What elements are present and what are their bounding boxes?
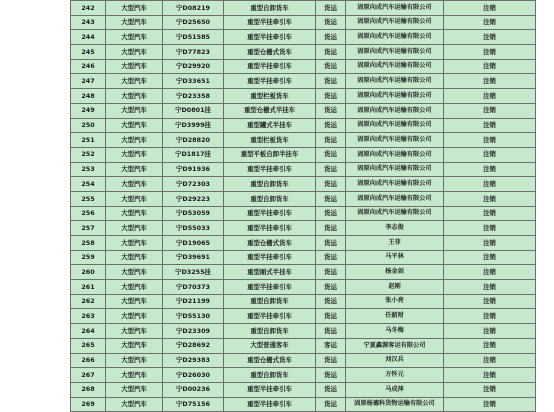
table-row <box>71 45 536 60</box>
plate-number-cell: 宁D70373 <box>163 280 224 295</box>
row-number-cell: 266 <box>71 353 106 368</box>
row-number-cell: 263 <box>71 309 106 324</box>
vehicle-class-cell: 大型汽车 <box>106 147 163 162</box>
vehicle-class-cell: 大型汽车 <box>106 294 163 309</box>
vehicle-type-cell: 大型普通客车 <box>224 338 316 353</box>
status-cell: 注销 <box>444 353 536 368</box>
vehicle-type-cell: 重型半挂牵引车 <box>224 74 316 89</box>
owner-cell: 任韶财 <box>346 309 444 324</box>
usage-cell: 货运 <box>316 324 346 339</box>
plate-number-cell: 宁D3255挂 <box>163 265 224 280</box>
row-number-cell: 268 <box>71 382 106 397</box>
plate-number-cell: 宁D26030 <box>163 368 224 383</box>
status-cell: 注销 <box>444 133 536 148</box>
vehicle-class-cell: 大型汽车 <box>106 221 163 236</box>
table-row <box>71 353 536 368</box>
status-cell: 注销 <box>444 45 536 60</box>
vehicle-class-cell: 大型汽车 <box>106 162 163 177</box>
plate-number-cell: 宁D19065 <box>163 236 224 251</box>
owner-cell: 固原向成汽车运输有限公司 <box>346 118 444 133</box>
usage-cell: 货运 <box>316 265 346 280</box>
row-number-cell: 254 <box>71 177 106 192</box>
usage-cell: 货运 <box>316 250 346 265</box>
table-row <box>71 294 536 309</box>
status-cell: 注销 <box>444 309 536 324</box>
usage-cell: 货运 <box>316 133 346 148</box>
usage-cell: 货运 <box>316 191 346 206</box>
status-cell: 注销 <box>444 1 536 16</box>
plate-number-cell: 宁D55033 <box>163 221 224 236</box>
usage-cell: 货运 <box>316 147 346 162</box>
table-row <box>71 30 536 45</box>
vehicle-type-cell: 重型半挂牵引车 <box>224 280 316 295</box>
table-row <box>71 59 536 74</box>
vehicle-type-cell: 重型半挂牵引车 <box>224 250 316 265</box>
status-cell: 注销 <box>444 368 536 383</box>
usage-cell: 货运 <box>316 162 346 177</box>
status-cell: 注销 <box>444 30 536 45</box>
plate-number-cell: 宁D1817挂 <box>163 147 224 162</box>
vehicle-type-cell: 重型半挂牵引车 <box>224 30 316 45</box>
table-row <box>71 177 536 192</box>
row-number-cell: 246 <box>71 59 106 74</box>
owner-cell: 固原向成汽车运输有限公司 <box>346 177 444 192</box>
table-row <box>71 206 536 221</box>
row-number-cell: 247 <box>71 74 106 89</box>
plate-number-cell: 宁D51585 <box>163 30 224 45</box>
vehicle-class-cell: 大型汽车 <box>106 133 163 148</box>
vehicle-class-cell: 大型汽车 <box>106 15 163 30</box>
owner-cell: 赵刚 <box>346 280 444 295</box>
status-cell: 注销 <box>444 382 536 397</box>
vehicle-class-cell: 大型汽车 <box>106 30 163 45</box>
table-row <box>71 309 536 324</box>
vehicle-class-cell: 大型汽车 <box>106 191 163 206</box>
vehicle-class-cell: 大型汽车 <box>106 206 163 221</box>
owner-cell: 固原杨德科货物运输有限公司 <box>346 397 444 412</box>
row-number-cell: 256 <box>71 206 106 221</box>
vehicle-class-cell: 大型汽车 <box>106 74 163 89</box>
usage-cell: 货运 <box>316 1 346 16</box>
owner-cell: 固原向成汽车运输有限公司 <box>346 30 444 45</box>
table-row <box>71 162 536 177</box>
status-cell: 注销 <box>444 59 536 74</box>
plate-number-cell: 宁D3999挂 <box>163 118 224 133</box>
table-row <box>71 133 536 148</box>
vehicle-type-cell: 重型半挂牵引车 <box>224 59 316 74</box>
row-number-cell: 255 <box>71 191 106 206</box>
vehicle-class-cell: 大型汽车 <box>106 45 163 60</box>
vehicle-type-cell: 重型自卸货车 <box>224 294 316 309</box>
table-row <box>71 324 536 339</box>
plate-number-cell: 宁D75156 <box>163 397 224 412</box>
vehicle-type-cell: 重型栏板货车 <box>224 89 316 104</box>
plate-number-cell: 宁D72303 <box>163 177 224 192</box>
status-cell: 注销 <box>444 147 536 162</box>
vehicle-class-cell: 大型汽车 <box>106 265 163 280</box>
vehicle-type-cell: 重型仓栅式货车 <box>224 236 316 251</box>
row-number-cell: 245 <box>71 45 106 60</box>
vehicle-class-cell: 大型汽车 <box>106 250 163 265</box>
table-row <box>71 221 536 236</box>
status-cell: 注销 <box>444 250 536 265</box>
status-cell: 注销 <box>444 324 536 339</box>
vehicle-type-cell: 重型半挂牵引车 <box>224 382 316 397</box>
usage-cell: 货运 <box>316 236 346 251</box>
usage-cell: 货运 <box>316 368 346 383</box>
vehicle-type-cell: 重型自卸货车 <box>224 177 316 192</box>
usage-cell: 货运 <box>316 103 346 118</box>
owner-cell: 固原向成汽车运输有限公司 <box>346 59 444 74</box>
usage-cell: 货运 <box>316 221 346 236</box>
table-body <box>71 1 536 412</box>
vehicle-class-cell: 大型汽车 <box>106 103 163 118</box>
owner-cell: 固原向成汽车运输有限公司 <box>346 133 444 148</box>
row-number-cell: 262 <box>71 294 106 309</box>
row-number-cell: 257 <box>71 221 106 236</box>
row-number-cell: 251 <box>71 133 106 148</box>
vehicle-type-cell: 重型平板自卸半挂车 <box>224 147 316 162</box>
vehicle-type-cell: 重型仓栅式半挂车 <box>224 103 316 118</box>
plate-number-cell: 宁D77823 <box>163 45 224 60</box>
owner-cell: 固原向成汽车运输有限公司 <box>346 15 444 30</box>
owner-cell: 固原向成汽车运输有限公司 <box>346 147 444 162</box>
owner-cell: 固原向成汽车运输有限公司 <box>346 103 444 118</box>
owner-cell: 马平林 <box>346 250 444 265</box>
vehicle-class-cell: 大型汽车 <box>106 118 163 133</box>
vehicle-type-cell: 重型自卸货车 <box>224 191 316 206</box>
plate-number-cell: 宁D29223 <box>163 191 224 206</box>
usage-cell: 货运 <box>316 45 346 60</box>
status-cell: 注销 <box>444 74 536 89</box>
status-cell: 注销 <box>444 397 536 412</box>
status-cell: 注销 <box>444 221 536 236</box>
usage-cell: 货运 <box>316 177 346 192</box>
status-cell: 注销 <box>444 177 536 192</box>
table-row <box>71 397 536 412</box>
row-number-cell: 248 <box>71 89 106 104</box>
vehicle-type-cell: 重型自卸货车 <box>224 368 316 383</box>
plate-number-cell: 宁D23358 <box>163 89 224 104</box>
status-cell: 注销 <box>444 206 536 221</box>
table-row <box>71 1 536 16</box>
table-row <box>71 89 536 104</box>
status-cell: 注销 <box>444 338 536 353</box>
row-number-cell: 243 <box>71 15 106 30</box>
status-cell: 注销 <box>444 162 536 177</box>
usage-cell: 货运 <box>316 74 346 89</box>
table-row <box>71 15 536 30</box>
table-row <box>71 118 536 133</box>
owner-cell: 固原向成汽车运输有限公司 <box>346 1 444 16</box>
usage-cell: 货运 <box>316 382 346 397</box>
plate-number-cell: 宁D55130 <box>163 309 224 324</box>
vehicle-class-cell: 大型汽车 <box>106 309 163 324</box>
vehicle-class-cell: 大型汽车 <box>106 177 163 192</box>
vehicle-class-cell: 大型汽车 <box>106 382 163 397</box>
plate-number-cell: 宁D23309 <box>163 324 224 339</box>
vehicle-class-cell: 大型汽车 <box>106 368 163 383</box>
vehicle-cancellation-table <box>70 0 536 412</box>
vehicle-type-cell: 重型半挂牵引车 <box>224 309 316 324</box>
status-cell: 注销 <box>444 236 536 251</box>
row-number-cell: 252 <box>71 147 106 162</box>
plate-number-cell: 宁D29383 <box>163 353 224 368</box>
status-cell: 注销 <box>444 89 536 104</box>
owner-cell: 宁夏鑫源客运有限公司 <box>346 338 444 353</box>
vehicle-type-cell: 重型罐式半挂车 <box>224 118 316 133</box>
row-number-cell: 258 <box>71 236 106 251</box>
vehicle-type-cell: 重型栏板货车 <box>224 133 316 148</box>
row-number-cell: 269 <box>71 397 106 412</box>
status-cell: 注销 <box>444 191 536 206</box>
status-cell: 注销 <box>444 118 536 133</box>
vehicle-type-cell: 重型半挂牵引车 <box>224 15 316 30</box>
owner-cell: 马冬梅 <box>346 324 444 339</box>
plate-number-cell: 宁D28692 <box>163 338 224 353</box>
vehicle-class-cell: 大型汽车 <box>106 59 163 74</box>
owner-cell: 张小亮 <box>346 294 444 309</box>
vehicle-type-cell: 重型自卸货车 <box>224 1 316 16</box>
row-number-cell: 250 <box>71 118 106 133</box>
owner-cell: 固原向成汽车运输有限公司 <box>346 162 444 177</box>
vehicle-class-cell: 大型汽车 <box>106 1 163 16</box>
usage-cell: 货运 <box>316 15 346 30</box>
vehicle-type-cell: 重型半挂牵引车 <box>224 162 316 177</box>
table-row <box>71 382 536 397</box>
plate-number-cell: 宁D00236 <box>163 382 224 397</box>
row-number-cell: 265 <box>71 338 106 353</box>
plate-number-cell: 宁D08219 <box>163 1 224 16</box>
usage-cell: 货运 <box>316 397 346 412</box>
table-row <box>71 338 536 353</box>
table-row <box>71 250 536 265</box>
owner-cell: 李志俊 <box>346 221 444 236</box>
table-row <box>71 191 536 206</box>
vehicle-type-cell: 重型半挂牵引车 <box>224 206 316 221</box>
status-cell: 注销 <box>444 103 536 118</box>
status-cell: 注销 <box>444 265 536 280</box>
vehicle-type-cell: 重型厢式半挂车 <box>224 265 316 280</box>
table-row <box>71 147 536 162</box>
plate-number-cell: 宁D29920 <box>163 59 224 74</box>
table-row <box>71 74 536 89</box>
table-row <box>71 103 536 118</box>
owner-cell: 固原向成汽车运输有限公司 <box>346 74 444 89</box>
owner-cell: 固原向成汽车运输有限公司 <box>346 206 444 221</box>
usage-cell: 货运 <box>316 280 346 295</box>
owner-cell: 马成萍 <box>346 382 444 397</box>
table-row <box>71 368 536 383</box>
owner-cell: 方怀元 <box>346 368 444 383</box>
table-row <box>71 236 536 251</box>
vehicle-class-cell: 大型汽车 <box>106 89 163 104</box>
usage-cell: 货运 <box>316 353 346 368</box>
vehicle-type-cell: 重型仓栅式货车 <box>224 353 316 368</box>
row-number-cell: 253 <box>71 162 106 177</box>
table-row <box>71 280 536 295</box>
vehicle-type-cell: 重型半挂牵引车 <box>224 221 316 236</box>
usage-cell: 货运 <box>316 89 346 104</box>
table-row <box>71 265 536 280</box>
row-number-cell: 267 <box>71 368 106 383</box>
vehicle-class-cell: 大型汽车 <box>106 236 163 251</box>
usage-cell: 货运 <box>316 59 346 74</box>
vehicle-class-cell: 大型汽车 <box>106 353 163 368</box>
usage-cell: 货运 <box>316 309 346 324</box>
vehicle-class-cell: 大型汽车 <box>106 280 163 295</box>
row-number-cell: 264 <box>71 324 106 339</box>
plate-number-cell: 宁D91936 <box>163 162 224 177</box>
status-cell: 注销 <box>444 280 536 295</box>
row-number-cell: 260 <box>71 265 106 280</box>
usage-cell: 货运 <box>316 206 346 221</box>
usage-cell: 货运 <box>316 30 346 45</box>
plate-number-cell: 宁D33651 <box>163 74 224 89</box>
usage-cell: 客运 <box>316 338 346 353</box>
row-number-cell: 242 <box>71 1 106 16</box>
plate-number-cell: 宁D0801挂 <box>163 103 224 118</box>
row-number-cell: 261 <box>71 280 106 295</box>
owner-cell: 固原向成汽车运输有限公司 <box>346 191 444 206</box>
vehicle-type-cell: 重型自卸货车 <box>224 324 316 339</box>
usage-cell: 货运 <box>316 118 346 133</box>
vehicle-class-cell: 大型汽车 <box>106 324 163 339</box>
vehicle-class-cell: 大型汽车 <box>106 397 163 412</box>
status-cell: 注销 <box>444 15 536 30</box>
row-number-cell: 249 <box>71 103 106 118</box>
vehicle-type-cell: 重型半挂牵引车 <box>224 397 316 412</box>
owner-cell: 杨金剑 <box>346 265 444 280</box>
owner-cell: 固原向成汽车运输有限公司 <box>346 89 444 104</box>
plate-number-cell: 宁D21199 <box>163 294 224 309</box>
plate-number-cell: 宁D39691 <box>163 250 224 265</box>
owner-cell: 王菲 <box>346 236 444 251</box>
row-number-cell: 259 <box>71 250 106 265</box>
plate-number-cell: 宁D53059 <box>163 206 224 221</box>
vehicle-type-cell: 重型仓栅式货车 <box>224 45 316 60</box>
usage-cell: 货运 <box>316 294 346 309</box>
owner-cell: 固原向成汽车运输有限公司 <box>346 45 444 60</box>
plate-number-cell: 宁D28820 <box>163 133 224 148</box>
row-number-cell: 244 <box>71 30 106 45</box>
plate-number-cell: 宁D25650 <box>163 15 224 30</box>
owner-cell: 刘汉兵 <box>346 353 444 368</box>
vehicle-class-cell: 大型汽车 <box>106 338 163 353</box>
status-cell: 注销 <box>444 294 536 309</box>
